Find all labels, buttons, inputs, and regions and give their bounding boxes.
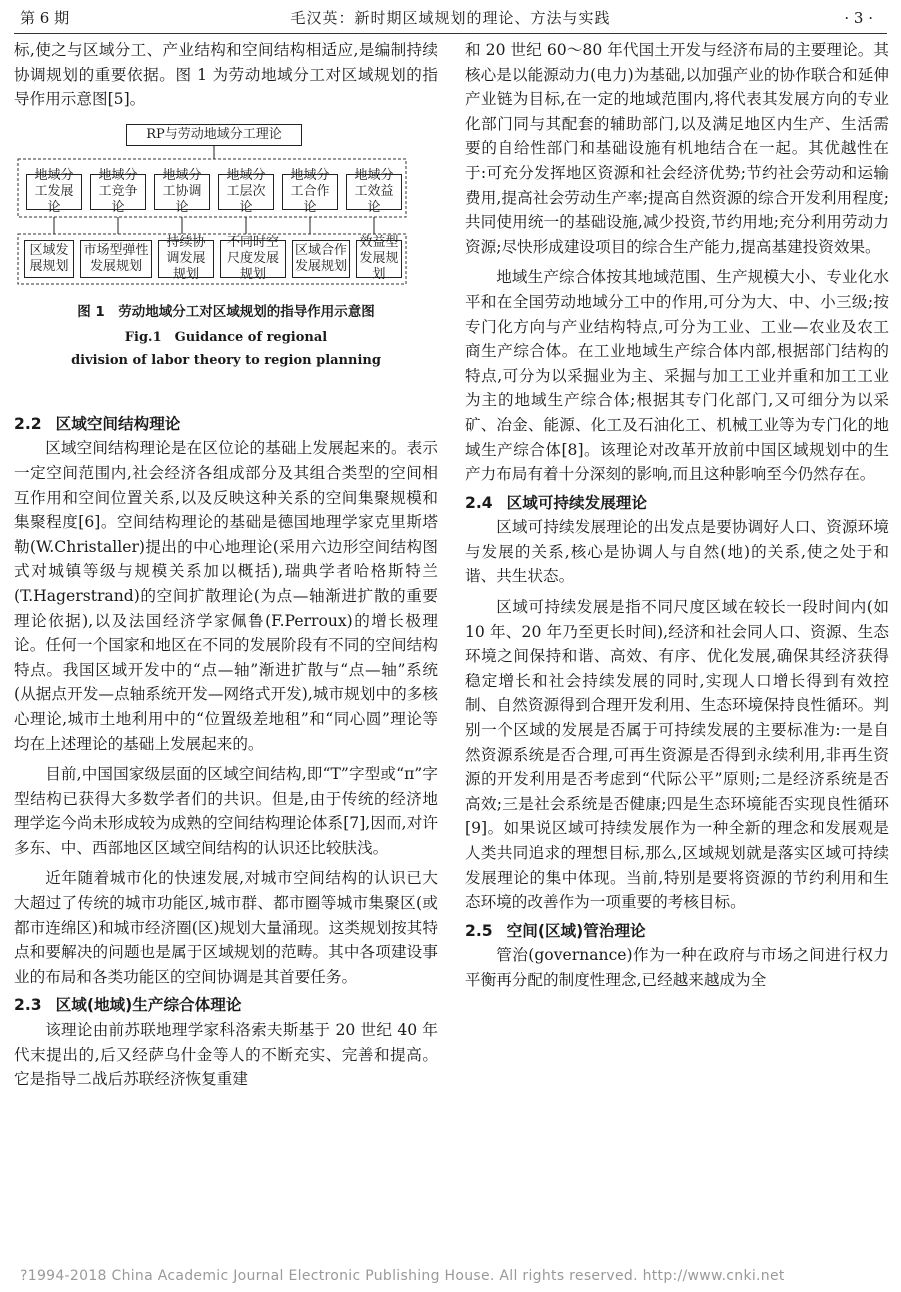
section-2-2-title: 区域空间结构理论	[55, 414, 181, 433]
figure-1	[14, 116, 438, 408]
running-title: 毛汉英：新时期区域规划的理论、方法与实践	[290, 9, 611, 27]
figure-caption-en-line2: division of labor theory to region planning	[71, 352, 381, 368]
section-2-4-number: 2.4	[465, 493, 493, 512]
figure-top-box: RP与劳动地域分工理论	[126, 124, 302, 146]
section-2-5-number: 2.5	[465, 921, 493, 940]
figure-caption-cn: 图 1 劳动地域分工对区域规划的指导作用示意图	[77, 303, 375, 320]
running-header	[14, 4, 887, 34]
page-number: · 3 ·	[844, 9, 873, 27]
row1-box-2: 地域分工竞争论	[90, 174, 146, 210]
copyright-footer: ?1994-2018 China Academic Journal Electronic Publishing House. All rights reserved. http://www.cnki.net	[20, 1268, 785, 1284]
row1-box-1: 地域分工发展论	[26, 174, 82, 210]
section-2-3-paragraph-1: 该理论由前苏联地理学家科洛索夫斯基于 20 世纪 40 年代末提出的,后又经萨乌什金等人的不断充实、完善和提高。它是指导二战后苏联经济恢复重建	[14, 1021, 438, 1089]
figure-caption-en-line1: Fig.1 Guidance of regional	[124, 329, 328, 345]
section-2-2-number: 2.2	[14, 414, 42, 433]
row1-box-5: 地域分工合作论	[282, 174, 338, 210]
section-2-3-heading	[14, 993, 438, 1018]
section-2-2-heading	[14, 412, 438, 437]
section-2-3-number: 2.3	[14, 996, 42, 1015]
section-2-4-paragraph-1: 区域可持续发展理论的出发点是要协调好人口、资源环境与发展的关系,核心是协调人与自然(地)的关系,使之处于和谐、共生状态。	[465, 518, 889, 586]
section-2-3-paragraph-1-continued: 和 20 世纪 60～80 年代国土开发与经济布局的主要理论。其核心是以能源动力(电力)为基础,以加强产业的协作联合和延伸产业链为目标,在一定的地域范围内,将代表其发展方向的专业化部门同与其配套的辅助部门,以及满足地区内生产、生活需要的自给性部门和基础设施有机地结合在一起。其优越性在于:可充分发挥地区资源和社会经济优势;节约社会劳动和运输费用,提高社会劳动生产率;提高自然资源的综合开发利用程度;共同使用统一的基础设施,减少投资,节约用地;充分利用劳动力资源;尽快形成建设项目的综合生产能力,提高基建投资效果。	[465, 41, 889, 256]
intro-paragraph: 标,使之与区域分工、产业结构和空间结构相适应,是编制持续协调规划的重要依据。图 1 为劳动地域分工对区域规划的指导作用示意图[5]。	[14, 41, 438, 109]
section-2-2-paragraph-3: 近年随着城市化的快速发展,对城市空间结构的认识已大大超过了传统的城市功能区,城市群、都市圈等城市集聚区(或都市连绵区)和城市经济圈(区)规划大量涌现。这类规划按其特点和要解决的问题也是属于区域规划的范畴。其中各项建设事业的布局和各类功能区的空间协调是其首要任务。	[14, 869, 438, 986]
section-2-5-paragraph-1: 管治(governance)作为一种在政府与市场之间进行权力平衡再分配的制度性理念,已经越来越成为全	[465, 946, 889, 989]
issue-number: 第 6 期	[20, 9, 70, 27]
row1-box-3: 地域分工协调论	[154, 174, 210, 210]
section-2-4-title: 区域可持续发展理论	[506, 493, 647, 512]
row2-box-1: 区域发展规划	[24, 240, 74, 278]
right-column	[465, 38, 889, 993]
left-column	[14, 38, 438, 1092]
row2-box-4: 不同时空尺度发展规划	[220, 240, 286, 278]
section-2-4-paragraph-2: 区域可持续发展是指不同尺度区域在较长一段时间内(如 10 年、20 年乃至更长时间),经济和社会同人口、资源、生态环境之间保持和谐、高效、有序、优化发展,确保其经济获得稳定增长和社会持续发展的同时,实现人口增长得到有效控制、自然资源得到合理开发利用、生态环境保持良性循环。判别一个区域的发展是否属于可持续发展的主要标准为:一是自然资源系统是否合理,可再生资源是否得到永续利用,非再生资源的开发利用是否考虑到“代际公平”原则;二是经济系统是否高效;三是社会系统是否健康;四是生态环境能否实现良性循环[9]。如果说区域可持续发展作为一种全新的理念和发展观是人类共同追求的理想目标,那么,区域规划就是落实区域可持续发展理论的集中体现。当前,特别是要将资源的节约利用和生态环境的改善作为一项重要的考核目标。	[465, 598, 889, 912]
section-2-2-paragraph-1: 区域空间结构理论是在区位论的基础上发展起来的。表示一定空间范围内,社会经济各组成部分及其组合类型的空间相互作用和空间位置关系,以及反映这种关系的空间集聚规模和集聚程度[6]。空间结构理论的基础是德国地理学家克里斯塔勒(W.Christaller)提出的中心地理论(采用六边形空间结构图式对城镇等级与规模关系加以概括),瑞典学者哈格斯特兰(T.Hagerstrand)的空间扩散理论(为点—轴渐进扩散的重要理论依据),以及法国经济学家佩鲁(F.Perroux)的增长极理论。任何一个国家和地区在不同的发展阶段有不同的空间结构特点。我国区域开发中的“点—轴”渐进扩散与“点—轴”系统(从据点开发—点轴系统开发—网络式开发),城市规划中的多核心理论,城市土地利用中的“位置级差地租”和“同心圆”理论等均在上述理论的基础上发展起来的。	[14, 439, 438, 753]
row2-box-2: 市场型弹性发展规划	[80, 240, 152, 278]
row2-box-5: 区域合作发展规划	[292, 240, 350, 278]
row2-box-6: 效益型发展规划	[356, 240, 402, 278]
row1-box-4: 地域分工层次论	[218, 174, 274, 210]
row2-box-3: 持续协调发展规划	[158, 240, 214, 278]
section-2-3-paragraph-2: 地域生产综合体按其地域范围、生产规模大小、专业化水平和在全国劳动地域分工中的作用,可分为大、中、小三级;按专门化方向与产业结构特点,可分为工业、工业—农业及农工商生产综合体。在工业地域生产综合体内部,根据部门结构的特点,可分为以采掘业为主、采掘与加工工业并重和加工工业为主的地域生产综合体;根据其专门化部门,又可细分为以采矿、冶金、能源、化工及石油化工、机械工业等为专门化的地域生产综合体[8]。该理论对改革开放前中国区域规划中的生产力布局有着十分深刻的影响,而且这种影响至今仍然存在。	[465, 268, 889, 484]
section-2-4-heading	[465, 491, 889, 516]
row1-box-6: 地域分工效益论	[346, 174, 402, 210]
section-2-2-paragraph-2: 目前,中国国家级层面的区域空间结构,即“T”字型或“π”字型结构已获得大多数学者们的共识。但是,由于传统的经济地理学迄今尚未形成较为成熟的空间结构理论体系[7],因而,对许多东、中、西部地区区域空间结构的认识还比较肤浅。	[14, 765, 438, 857]
section-2-3-title: 区域(地域)生产综合体理论	[55, 996, 242, 1015]
section-2-5-heading	[465, 919, 889, 944]
section-2-5-title: 空间(区域)管治理论	[506, 921, 646, 940]
